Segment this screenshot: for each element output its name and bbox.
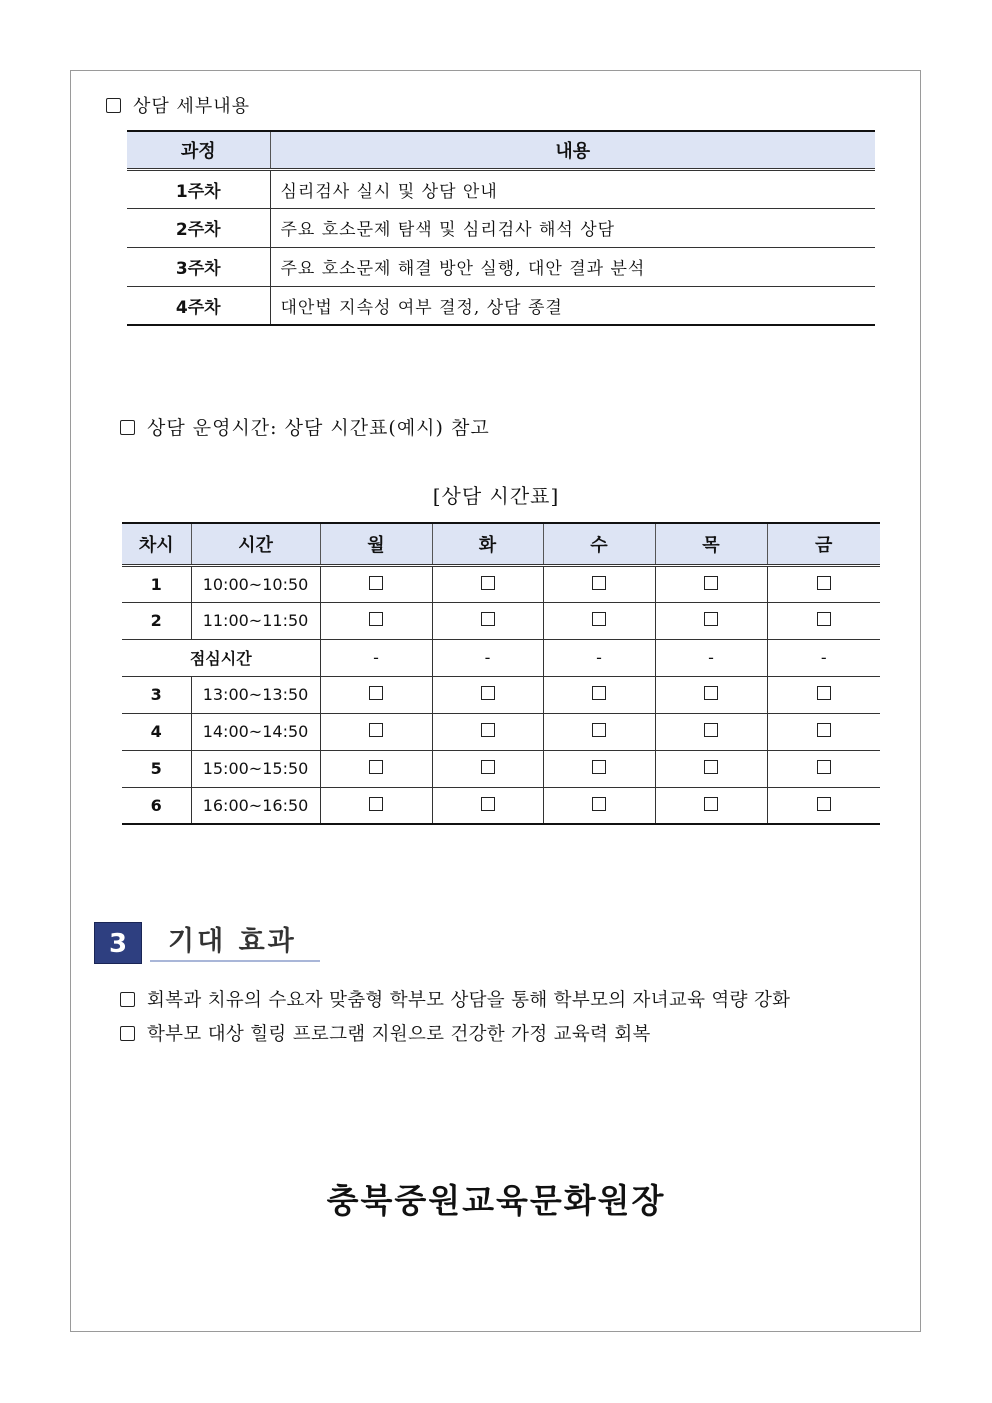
column-header: 과정 [127,131,270,169]
lunch-dash: - [655,639,767,676]
session-number: 2 [122,602,191,639]
mon-slot [320,750,432,787]
table-header-row [122,523,880,565]
content-cell: 주요 호소문제 탐색 및 심리검사 해석 상담 [270,208,875,247]
checkbox-icon [704,797,718,811]
table-row [122,565,880,602]
checkbox-icon [817,686,831,700]
checkbox-icon [369,760,383,774]
schedule-caption: [상담 시간표] [432,484,560,508]
session-number: 6 [122,787,191,824]
wed-slot [543,676,655,713]
content-cell: 심리검사 실시 및 상담 안내 [270,169,875,208]
tue-slot [432,676,543,713]
square-bullet-icon [120,1026,135,1041]
tue-slot [432,750,543,787]
checkbox-icon [817,612,831,626]
table-row [122,787,880,824]
thu-slot [655,787,767,824]
week-cell: 3주차 [127,247,270,286]
table-row [127,286,875,325]
lunch-row [122,639,880,676]
schedule-table [122,522,880,825]
column-header: 목 [655,523,767,565]
table-row [127,208,875,247]
lunch-dash: - [432,639,543,676]
column-header: 차시 [122,523,191,565]
checkbox-icon [481,576,495,590]
fri-slot [767,750,880,787]
fri-slot [767,787,880,824]
checkbox-icon [704,576,718,590]
checkbox-icon [592,797,606,811]
mon-slot [320,676,432,713]
table-row [122,602,880,639]
checkbox-icon [369,686,383,700]
checkbox-icon [592,612,606,626]
checkbox-icon [369,576,383,590]
checkbox-icon [592,686,606,700]
lunch-dash: - [767,639,880,676]
lunch-dash: - [543,639,655,676]
session-number: 1 [122,565,191,602]
checkbox-icon [369,797,383,811]
fri-slot [767,602,880,639]
session-number: 5 [122,750,191,787]
wed-slot [543,750,655,787]
checkbox-icon [817,760,831,774]
session-time: 11:00~11:50 [191,602,320,639]
content-cell: 대안법 지속성 여부 결정, 상담 종결 [270,286,875,325]
wed-slot [543,713,655,750]
column-header: 금 [767,523,880,565]
checkbox-icon [481,797,495,811]
session-time: 13:00~13:50 [191,676,320,713]
checkbox-icon [369,612,383,626]
checkbox-icon [817,576,831,590]
content-cell: 주요 호소문제 해결 방안 실행, 대안 결과 분석 [270,247,875,286]
table-row [122,750,880,787]
lunch-dash: - [320,639,432,676]
wed-slot [543,602,655,639]
week-cell: 2주차 [127,208,270,247]
square-bullet-icon [120,992,135,1007]
effect-item: 회복과 치유의 수요자 맞춤형 학부모 상담을 통해 학부모의 자녀교육 역량 강화 [120,986,790,1012]
fri-slot [767,713,880,750]
column-header: 화 [432,523,543,565]
detail-table [127,130,875,326]
checkbox-icon [592,723,606,737]
tue-slot [432,787,543,824]
square-bullet-icon [106,98,121,113]
thu-slot [655,676,767,713]
mon-slot [320,565,432,602]
mon-slot [320,787,432,824]
table-header-row [127,131,875,169]
detail-heading: 상담 세부내용 [106,92,250,118]
week-cell: 1주차 [127,169,270,208]
thu-slot [655,750,767,787]
checkbox-icon [592,576,606,590]
checkbox-icon [369,723,383,737]
section-title: 기대 효과 [150,922,320,962]
table-row [122,713,880,750]
checkbox-icon [704,723,718,737]
square-bullet-icon [120,420,135,435]
session-time: 14:00~14:50 [191,713,320,750]
table-row [127,169,875,208]
checkbox-icon [704,686,718,700]
week-cell: 4주차 [127,286,270,325]
column-header: 내용 [270,131,875,169]
effect-item: 학부모 대상 힐링 프로그램 지원으로 건강한 가정 교육력 회복 [120,1020,651,1046]
thu-slot [655,602,767,639]
checkbox-icon [481,612,495,626]
checkbox-icon [481,723,495,737]
session-time: 16:00~16:50 [191,787,320,824]
column-header: 수 [543,523,655,565]
section-number-badge: 3 [94,922,142,964]
thu-slot [655,713,767,750]
session-number: 3 [122,676,191,713]
checkbox-icon [704,760,718,774]
checkbox-icon [481,760,495,774]
checkbox-icon [817,797,831,811]
fri-slot [767,565,880,602]
checkbox-icon [592,760,606,774]
fri-slot [767,676,880,713]
organization-signature: 충북중원교육문화원장 [326,1181,666,1220]
hours-heading: 상담 운영시간: 상담 시간표(예시) 참고 [120,413,490,440]
checkbox-icon [817,723,831,737]
tue-slot [432,602,543,639]
wed-slot [543,787,655,824]
table-row [122,676,880,713]
tue-slot [432,713,543,750]
session-time: 15:00~15:50 [191,750,320,787]
column-header: 월 [320,523,432,565]
checkbox-icon [481,686,495,700]
session-time: 10:00~10:50 [191,565,320,602]
checkbox-icon [704,612,718,626]
column-header: 시간 [191,523,320,565]
tue-slot [432,565,543,602]
thu-slot [655,565,767,602]
mon-slot [320,713,432,750]
mon-slot [320,602,432,639]
lunch-label: 점심시간 [122,639,320,676]
session-number: 4 [122,713,191,750]
table-row [127,247,875,286]
wed-slot [543,565,655,602]
